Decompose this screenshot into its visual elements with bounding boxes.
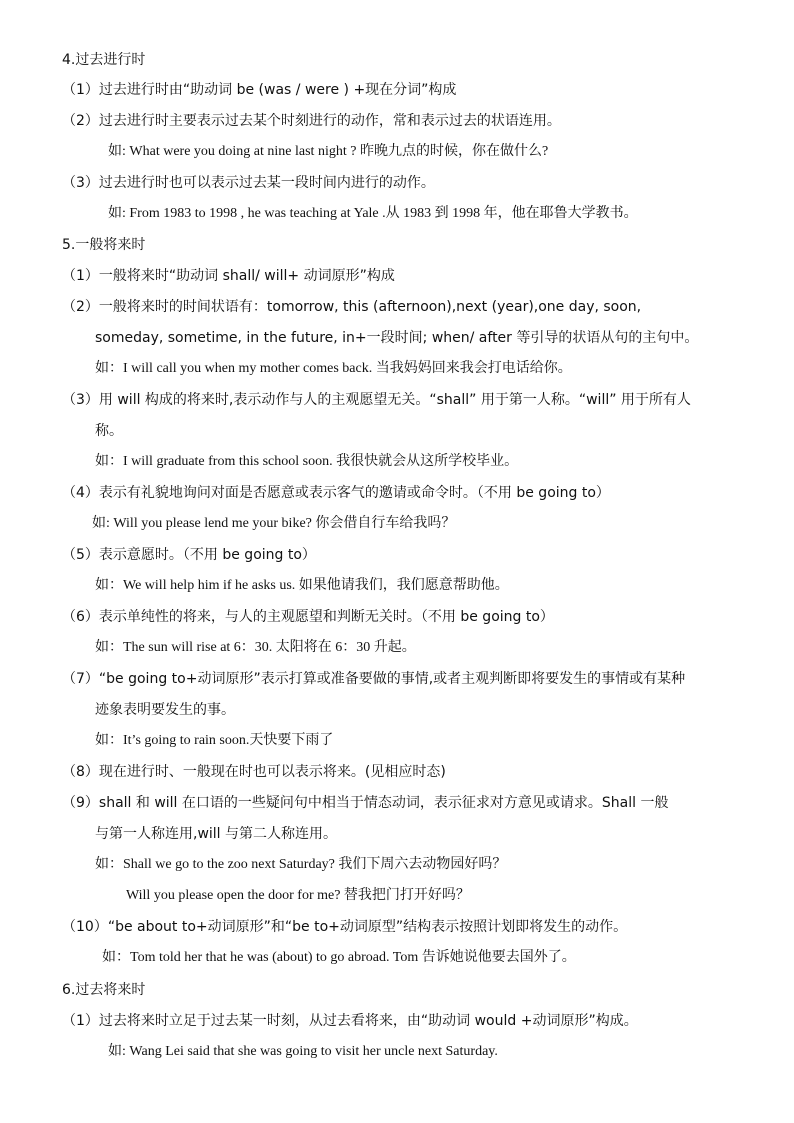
example-line: 如：Tom told her that he was (about) to go abroad. Tom 告诉她说他要去国外了。 bbox=[102, 950, 576, 965]
example-line: 如: Will you please lend me your bike? 你会借自行车给我吗？ bbox=[92, 516, 456, 531]
rule-line: （5）表示意愿时。（不用 be going to） bbox=[62, 547, 316, 563]
rule-line: （10）“be about to+动词原形”和“be to+动词原型”结构表示按照计划即将发生的动作。 bbox=[62, 919, 628, 935]
section-heading-past-continuous: 4.过去进行时 bbox=[62, 52, 146, 68]
rule-line: （3）用 will 构成的将来时,表示动作与人的主观愿望无关。“shall” 用于第一人称。“will” 用于所有人 bbox=[62, 392, 691, 408]
rule-line: （4）表示有礼貌地询问对面是否愿意或表示客气的邀请或命令时。（不用 be going to） bbox=[62, 485, 610, 501]
rule-line: （1）一般将来时“助动词 shall/ will+ 动词原形”构成 bbox=[62, 268, 395, 284]
example-line: 如：I will graduate from this school soon. 我很快就会从这所学校毕业。 bbox=[95, 454, 519, 469]
example-line: 如: From 1983 to 1998 , he was teaching at Yale .从 1983 到 1998 年，他在耶鲁大学教书。 bbox=[108, 206, 638, 221]
section-heading-simple-future: 5.一般将来时 bbox=[62, 237, 146, 253]
rule-line: （1）过去进行时由“助动词 be (was / were ) +现在分词”构成 bbox=[62, 82, 457, 98]
example-line: 如：The sun will rise at 6：30. 太阳将在 6：30 升起。 bbox=[95, 640, 416, 655]
section-heading-future-in-past: 6.过去将来时 bbox=[62, 982, 146, 998]
example-line: Will you please open the door for me? 替我把门打开好吗？ bbox=[126, 888, 470, 903]
rule-line: （2）过去进行时主要表示过去某个时刻进行的动作，常和表示过去的状语连用。 bbox=[62, 113, 561, 129]
rule-line: （6）表示单纯性的将来，与人的主观愿望和判断无关时。（不用 be going to） bbox=[62, 609, 554, 625]
rule-line: （7）“be going to+动词原形”表示打算或准备要做的事情,或者主观判断即将要发生的事情或有某种 bbox=[62, 671, 686, 687]
rule-line-continuation: 与第一人称连用,will 与第二人称连用。 bbox=[95, 826, 338, 842]
rule-line: （3）过去进行时也可以表示过去某一段时间内进行的动作。 bbox=[62, 175, 435, 191]
example-line: 如: What were you doing at nine last night ? 昨晚九点的时候，你在做什么? bbox=[108, 144, 549, 159]
rule-line: （9）shall 和 will 在口语的一些疑问句中相当于情态动词，表示征求对方意见或请求。Shall 一般 bbox=[62, 795, 669, 811]
rule-line-continuation: 迹象表明要发生的事。 bbox=[95, 702, 235, 718]
example-line: 如：I will call you when my mother comes back. 当我妈妈回来我会打电话给你。 bbox=[95, 361, 572, 376]
example-line: 如：We will help him if he asks us. 如果他请我们，我们愿意帮助他。 bbox=[95, 578, 509, 593]
rule-line-continuation: someday, sometime, in the future, in+一段时间; when/ after 等引导的状语从句的主句中。 bbox=[95, 330, 699, 346]
rule-line: （2）一般将来时的时间状语有：tomorrow, this (afternoon),next (year),one day, soon, bbox=[62, 299, 642, 315]
example-line: 如：It’s going to rain soon.天快要下雨了 bbox=[95, 733, 334, 748]
rule-line: （8）现在进行时、一般现在时也可以表示将来。(见相应时态) bbox=[62, 764, 446, 780]
rule-line-continuation: 称。 bbox=[95, 423, 123, 439]
rule-line: （1）过去将来时立足于过去某一时刻，从过去看将来，由“助动词 would +动词原形”构成。 bbox=[62, 1013, 638, 1029]
example-line: 如: Wang Lei said that she was going to visit her uncle next Saturday. bbox=[108, 1044, 498, 1059]
example-line: 如：Shall we go to the zoo next Saturday? 我们下周六去动物园好吗？ bbox=[95, 857, 507, 872]
